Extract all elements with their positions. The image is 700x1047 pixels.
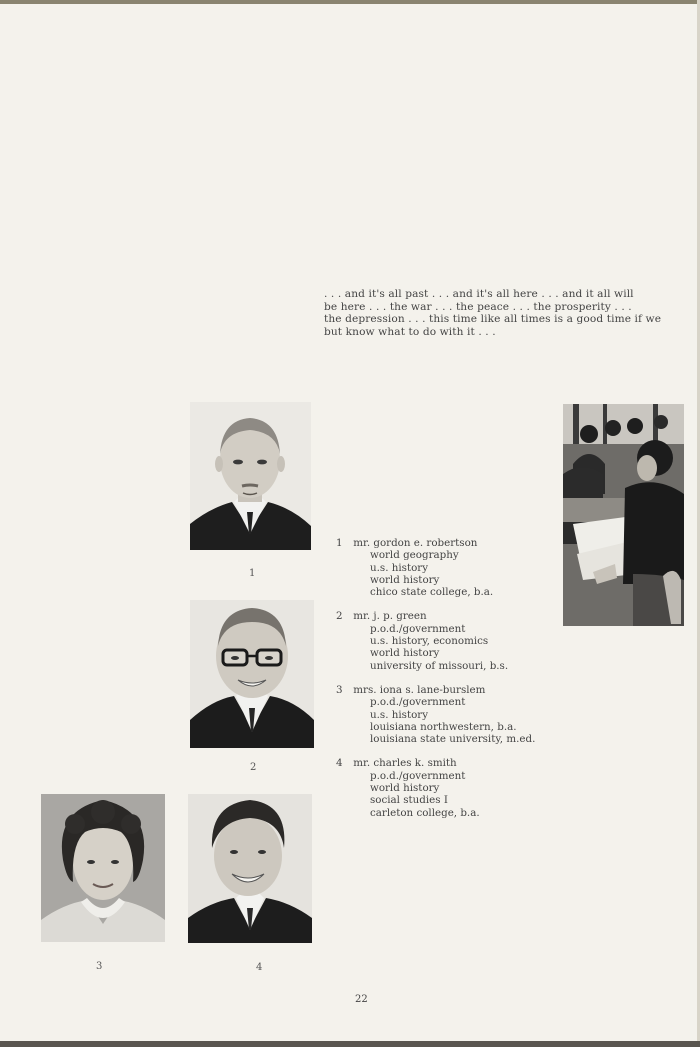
entry-detail: chico state college, b.a. <box>370 586 494 599</box>
portrait-photo-3 <box>41 794 165 942</box>
entry-header <box>336 610 427 622</box>
faculty-list <box>336 537 586 831</box>
entry-number: 4 <box>336 757 343 770</box>
entry-detail: u.s. history <box>370 708 429 721</box>
entry-detail: world history <box>370 782 440 795</box>
entry-header <box>336 757 457 769</box>
entry-number: 1 <box>336 537 343 549</box>
entry-header <box>336 684 485 696</box>
page-number: 22 <box>355 994 368 1005</box>
intro-line: but know what to do with it . . . <box>324 325 496 338</box>
portrait-photo-1 <box>190 402 311 550</box>
entry-name: mr. gordon e. robertson <box>353 537 478 549</box>
portrait-photo-2 <box>190 600 314 748</box>
intro-line: be here . . . the war . . . the peace . . . the prosperity . . . <box>324 300 632 313</box>
portrait-caption-2: 2 <box>250 762 257 773</box>
entry-number: 3 <box>336 683 343 696</box>
portrait-caption-3: 3 <box>96 961 103 972</box>
entry-name: mr. j. p. green <box>353 610 427 623</box>
faculty-entry <box>336 684 586 745</box>
entry-name: mrs. iona s. lane-burslem <box>353 683 486 696</box>
page-top-edge <box>0 0 700 4</box>
page-bottom-edge <box>0 1041 700 1047</box>
portrait-caption-1: 1 <box>249 568 256 579</box>
entry-header <box>336 537 477 549</box>
entry-detail: p.o.d./government <box>370 769 466 782</box>
entry-detail: world history <box>370 647 440 660</box>
intro-line: the depression . . . this time like all times is a good time if we <box>324 313 662 326</box>
faculty-entry <box>336 610 586 671</box>
entry-detail: p.o.d./government <box>370 696 466 709</box>
entry-detail: university of missouri, b.s. <box>370 659 509 672</box>
entry-detail: p.o.d./government <box>370 622 466 635</box>
entry-detail: u.s. history <box>370 561 429 574</box>
faculty-entry <box>336 757 586 818</box>
entry-detail: louisiana state university, m.ed. <box>370 733 536 746</box>
portrait-caption-4: 4 <box>256 962 263 973</box>
intro-line: . . . and it's all past . . . and it's all here . . . and it all will <box>324 288 634 300</box>
entry-detail: carleton college, b.a. <box>370 806 480 819</box>
entry-number: 2 <box>336 610 343 623</box>
entry-name: mr. charles k. smith <box>353 757 457 770</box>
entry-detail: world history <box>370 573 440 586</box>
entry-detail: louisiana northwestern, b.a. <box>370 720 517 733</box>
entry-detail: world geography <box>370 549 459 562</box>
faculty-entry <box>336 537 586 598</box>
portrait-photo-4 <box>188 794 312 943</box>
intro-text <box>324 288 692 338</box>
entry-detail: social studies I <box>370 794 448 807</box>
entry-detail: u.s. history, economics <box>370 635 489 648</box>
